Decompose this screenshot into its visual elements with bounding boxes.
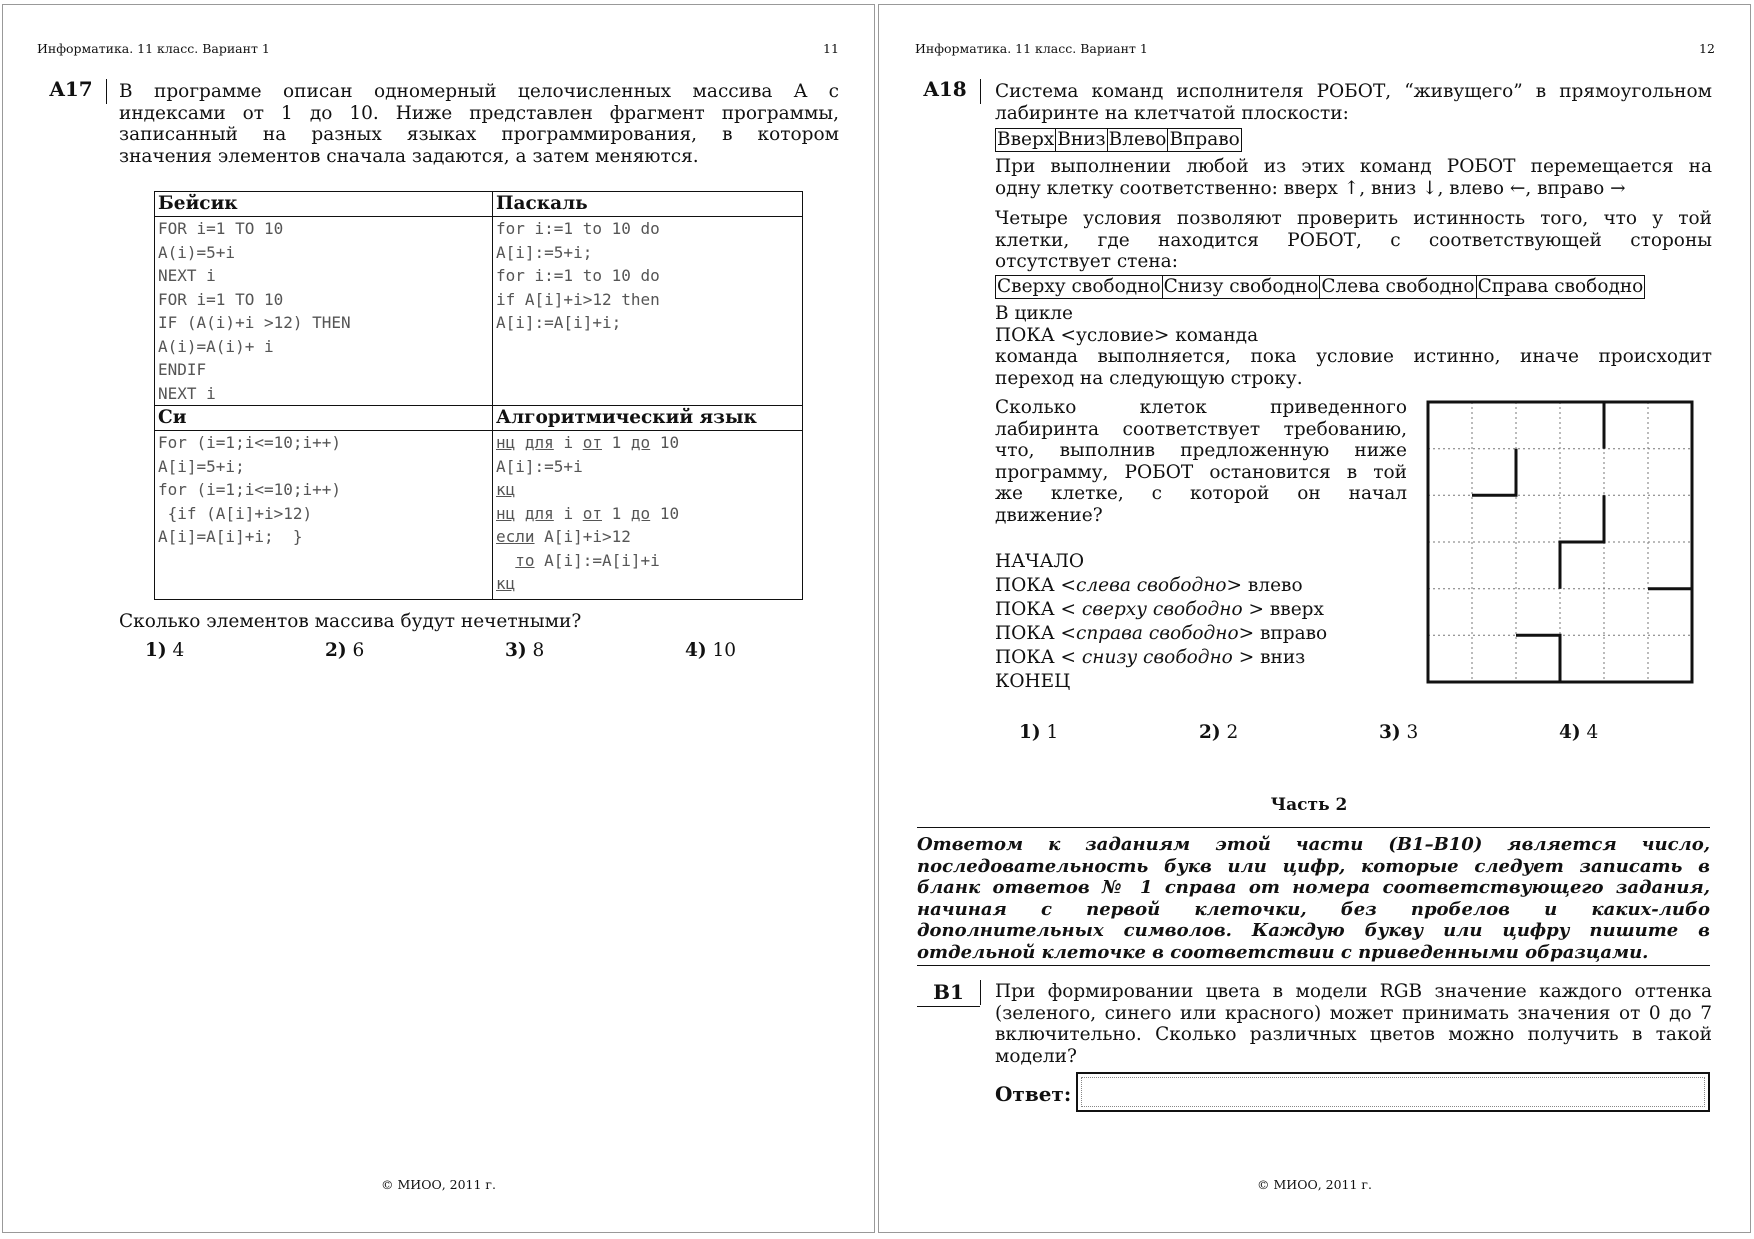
option-value: 6 xyxy=(352,640,365,661)
task-label-a18: A18 xyxy=(923,77,967,101)
option-value: 4 xyxy=(172,640,185,661)
keyword: то xyxy=(515,550,535,570)
code-line: A[i]:=A[i]+i; xyxy=(496,313,622,332)
code-token: i xyxy=(563,433,574,452)
option-number: 3) xyxy=(1379,722,1401,743)
command-list xyxy=(995,128,1242,152)
a18-question xyxy=(995,397,1407,526)
a18-conditions-text xyxy=(995,208,1712,273)
text-line: (зеленого, синего или красного) может принимать значения от 0 до 7 xyxy=(995,1002,1712,1024)
text-line: клетки, где находится РОБОТ, с соответствующей стороны xyxy=(995,229,1712,251)
code-token: A[i]+i>12 xyxy=(544,527,631,546)
a17-options xyxy=(145,640,845,664)
task-label-divider xyxy=(106,79,107,104)
code-line: A(i)=A(i)+ i xyxy=(158,336,274,356)
option-number: 4) xyxy=(1559,722,1581,743)
code-line: A[i]=5+i; xyxy=(158,456,245,476)
text-line: лабиринта соответствует требованию, xyxy=(995,418,1407,440)
text-line: движение? xyxy=(995,504,1103,526)
c-header: Си xyxy=(155,406,493,431)
option-value: 1 xyxy=(1046,722,1059,743)
code-token: 10 xyxy=(659,433,680,452)
keyword: кц xyxy=(496,480,516,499)
pascal-code-cell xyxy=(493,217,803,406)
part-2-top-rule xyxy=(917,827,1710,828)
keyword: от xyxy=(582,503,602,523)
keyword: до xyxy=(630,433,651,452)
b1-question xyxy=(995,981,1712,1067)
code-line: ENDIF xyxy=(158,360,207,379)
condition-right-free: Справа свободно xyxy=(1477,276,1644,297)
a17-intro-line: записанный на разных языках программирования, в котором xyxy=(119,124,839,145)
task-label-divider xyxy=(980,79,981,104)
command-up: Вверх xyxy=(997,129,1055,150)
program-line: ПОКА < снизу свободно > вниз xyxy=(995,647,1306,668)
text-line: Система команд исполнителя РОБОТ, “живущего” в прямоугольном xyxy=(995,81,1712,102)
code-line: For (i=1;i<=10;i++) xyxy=(158,433,342,452)
part-2-bottom-rule xyxy=(917,965,1710,966)
option-number: 4) xyxy=(685,640,707,661)
code-line xyxy=(496,502,799,526)
answer-option[interactable] xyxy=(145,640,184,661)
text-line: При выполнении любой из этих команд РОБОТ перемещается на xyxy=(995,156,1712,177)
code-token: i xyxy=(563,503,574,523)
page-number: 11 xyxy=(823,41,839,56)
labyrinth-diagram xyxy=(1426,397,1696,687)
answer-option[interactable] xyxy=(325,640,364,661)
part-2-instructions xyxy=(917,834,1710,963)
keyword: кц xyxy=(496,574,516,593)
text-line: Сколько клеток приведенного xyxy=(995,397,1407,418)
task-label-a17: A17 xyxy=(49,77,93,101)
page-number: 12 xyxy=(1699,41,1715,56)
code-line xyxy=(496,478,799,502)
code-line: A[i]:=5+i xyxy=(496,456,583,476)
text-line: последовательность букв или цифр, которые следует записать в xyxy=(917,855,1710,877)
alg-code-cell xyxy=(493,431,803,600)
text-line: лабиринте на клетчатой плоскости: xyxy=(995,102,1349,124)
code-line: if A[i]+i>12 then xyxy=(496,289,660,309)
answer-option[interactable] xyxy=(685,640,736,661)
answer-option[interactable] xyxy=(1379,722,1418,743)
keyword: нц xyxy=(496,503,516,523)
text-line: бланк ответов № 1 справа от номера соответствующего задания, xyxy=(917,877,1710,898)
text-line: модели? xyxy=(995,1045,1077,1067)
text-line: ПОКА <условие> команда xyxy=(995,324,1259,346)
task-label-divider xyxy=(980,980,981,1005)
code-token: 1 xyxy=(611,503,622,523)
keyword: до xyxy=(630,503,651,523)
code-line: FOR i=1 TO 10 xyxy=(158,289,284,309)
a17-question: Сколько элементов массива будут нечетными? xyxy=(119,611,582,632)
left-page xyxy=(2,4,875,1233)
answer-option[interactable] xyxy=(1019,722,1058,743)
program-line: ПОКА < сверху свободно > вверх xyxy=(995,599,1324,620)
text-line: одну клетку соответственно: вверх ↑, вниз ↓, влево ←, вправо → xyxy=(995,177,1626,199)
a18-move-text xyxy=(995,156,1712,199)
condition-left-free: Слева свободно xyxy=(1321,276,1475,297)
page-footer: © МИОО, 2011 г. xyxy=(381,1177,496,1192)
option-number: 2) xyxy=(325,640,347,661)
robot-program xyxy=(995,550,1395,694)
task-label-b1: B1 xyxy=(917,980,980,1007)
keyword: нц xyxy=(496,433,516,452)
keyword: для xyxy=(524,503,554,523)
code-line: for i:=1 to 10 do xyxy=(496,266,660,285)
program-start: НАЧАЛО xyxy=(995,551,1085,572)
text-line: же клетке, с которой он начал xyxy=(995,483,1407,504)
text-line: отсутствует стена: xyxy=(995,251,1178,272)
code-line: IF (A(i)+i >12) THEN xyxy=(158,313,351,332)
text-line: Ответом к заданиям этой части (В1–В10) является число, xyxy=(917,834,1710,855)
code-line: A(i)=5+i xyxy=(158,242,236,262)
text-line: Четыре условия позволяют проверить истинность того, что у той xyxy=(995,208,1712,229)
part-2-title: Часть 2 xyxy=(1270,795,1348,815)
option-number: 1) xyxy=(145,640,167,661)
code-line xyxy=(496,431,799,455)
a17-intro xyxy=(119,81,839,167)
text-line: При формировании цвета в модели RGB значение каждого оттенка xyxy=(995,981,1712,1002)
a18-loop-text xyxy=(995,303,1712,389)
option-number: 3) xyxy=(505,640,527,661)
condition-bottom-free: Снизу свободно xyxy=(1163,276,1319,297)
page-header-title: Информатика. 11 класс. Вариант 1 xyxy=(915,41,1148,56)
text-line: отдельной клеточке в соответствии с приведенными образцами. xyxy=(917,941,1649,963)
page-header-title: Информатика. 11 класс. Вариант 1 xyxy=(37,41,270,56)
answer-option[interactable] xyxy=(505,640,544,661)
text-line: дополнительных символов. Каждую букву или цифру пишите в xyxy=(917,920,1710,941)
text-line: переход на следующую строку. xyxy=(995,367,1303,389)
program-end: КОНЕЦ xyxy=(995,671,1071,692)
option-value: 3 xyxy=(1406,722,1419,743)
option-value: 10 xyxy=(712,640,737,661)
code-line: for (i=1;i<=10;i++) xyxy=(158,480,342,499)
option-value: 2 xyxy=(1226,722,1239,743)
keyword: от xyxy=(582,433,602,452)
code-token: A[i]:=A[i]+i xyxy=(544,550,660,570)
command-right: Вправо xyxy=(1169,129,1240,150)
text-line: включительно. Сколько различных цветов можно получить в такой xyxy=(995,1024,1712,1045)
code-line xyxy=(496,525,799,549)
program-line: ПОКА <справа свободно> вправо xyxy=(995,623,1328,644)
text-line: что, выполнив предложенную ниже xyxy=(995,440,1407,461)
option-value: 4 xyxy=(1586,722,1599,743)
text-line: команда выполняется, пока условие истинно, иначе происходит xyxy=(995,346,1712,367)
text-line: программу, РОБОТ остановится в той xyxy=(995,461,1407,483)
option-number: 1) xyxy=(1019,722,1041,743)
c-code-cell xyxy=(155,431,493,600)
a17-intro-line: В программе описан одномерный целочисленных массива A с xyxy=(119,81,839,102)
a17-intro-line: индексами от 1 до 10. Ниже представлен фрагмент программы, xyxy=(119,102,839,124)
keyword: для xyxy=(524,433,554,452)
answer-option[interactable] xyxy=(1199,722,1238,743)
condition-list xyxy=(995,275,1645,299)
option-value: 8 xyxy=(532,640,545,661)
code-line: FOR i=1 TO 10 xyxy=(158,219,284,238)
code-line xyxy=(496,572,799,596)
a18-intro xyxy=(995,81,1712,124)
program-line: ПОКА <слева свободно> влево xyxy=(995,575,1303,596)
code-token: 10 xyxy=(659,503,680,523)
basic-code-cell xyxy=(155,217,493,406)
pascal-header: Паскаль xyxy=(493,192,803,217)
answer-input-inner xyxy=(1081,1077,1705,1107)
code-line: A[i]:=5+i; xyxy=(496,242,593,262)
code-line: A[i]=A[i]+i; } xyxy=(158,527,303,546)
command-down: Вниз xyxy=(1057,129,1106,150)
code-line: NEXT i xyxy=(158,383,216,403)
answer-input-box[interactable] xyxy=(1076,1072,1710,1112)
a18-options xyxy=(1019,722,1719,746)
code-table xyxy=(154,191,803,600)
code-line: {if (A[i]+i>12) xyxy=(158,503,313,523)
code-line: NEXT i xyxy=(158,266,216,285)
answer-label: Ответ: xyxy=(995,1082,1072,1106)
right-page xyxy=(878,4,1751,1233)
a17-intro-line: значения элементов сначала задаются, а затем меняются. xyxy=(119,145,699,167)
option-number: 2) xyxy=(1199,722,1221,743)
page-footer: © МИОО, 2011 г. xyxy=(1257,1177,1372,1192)
command-left: Влево xyxy=(1108,129,1167,150)
condition-top-free: Сверху свободно xyxy=(997,276,1161,297)
text-line: начиная с первой клеточки, без пробелов и каких-либо xyxy=(917,898,1710,920)
alg-header: Алгоритмический язык xyxy=(493,406,803,431)
text-line: В цикле xyxy=(995,303,1073,324)
code-line xyxy=(496,549,799,573)
code-token: 1 xyxy=(611,433,622,452)
code-line: for i:=1 to 10 do xyxy=(496,219,660,238)
basic-header: Бейсик xyxy=(155,192,493,217)
answer-option[interactable] xyxy=(1559,722,1598,743)
keyword: если xyxy=(496,527,535,546)
